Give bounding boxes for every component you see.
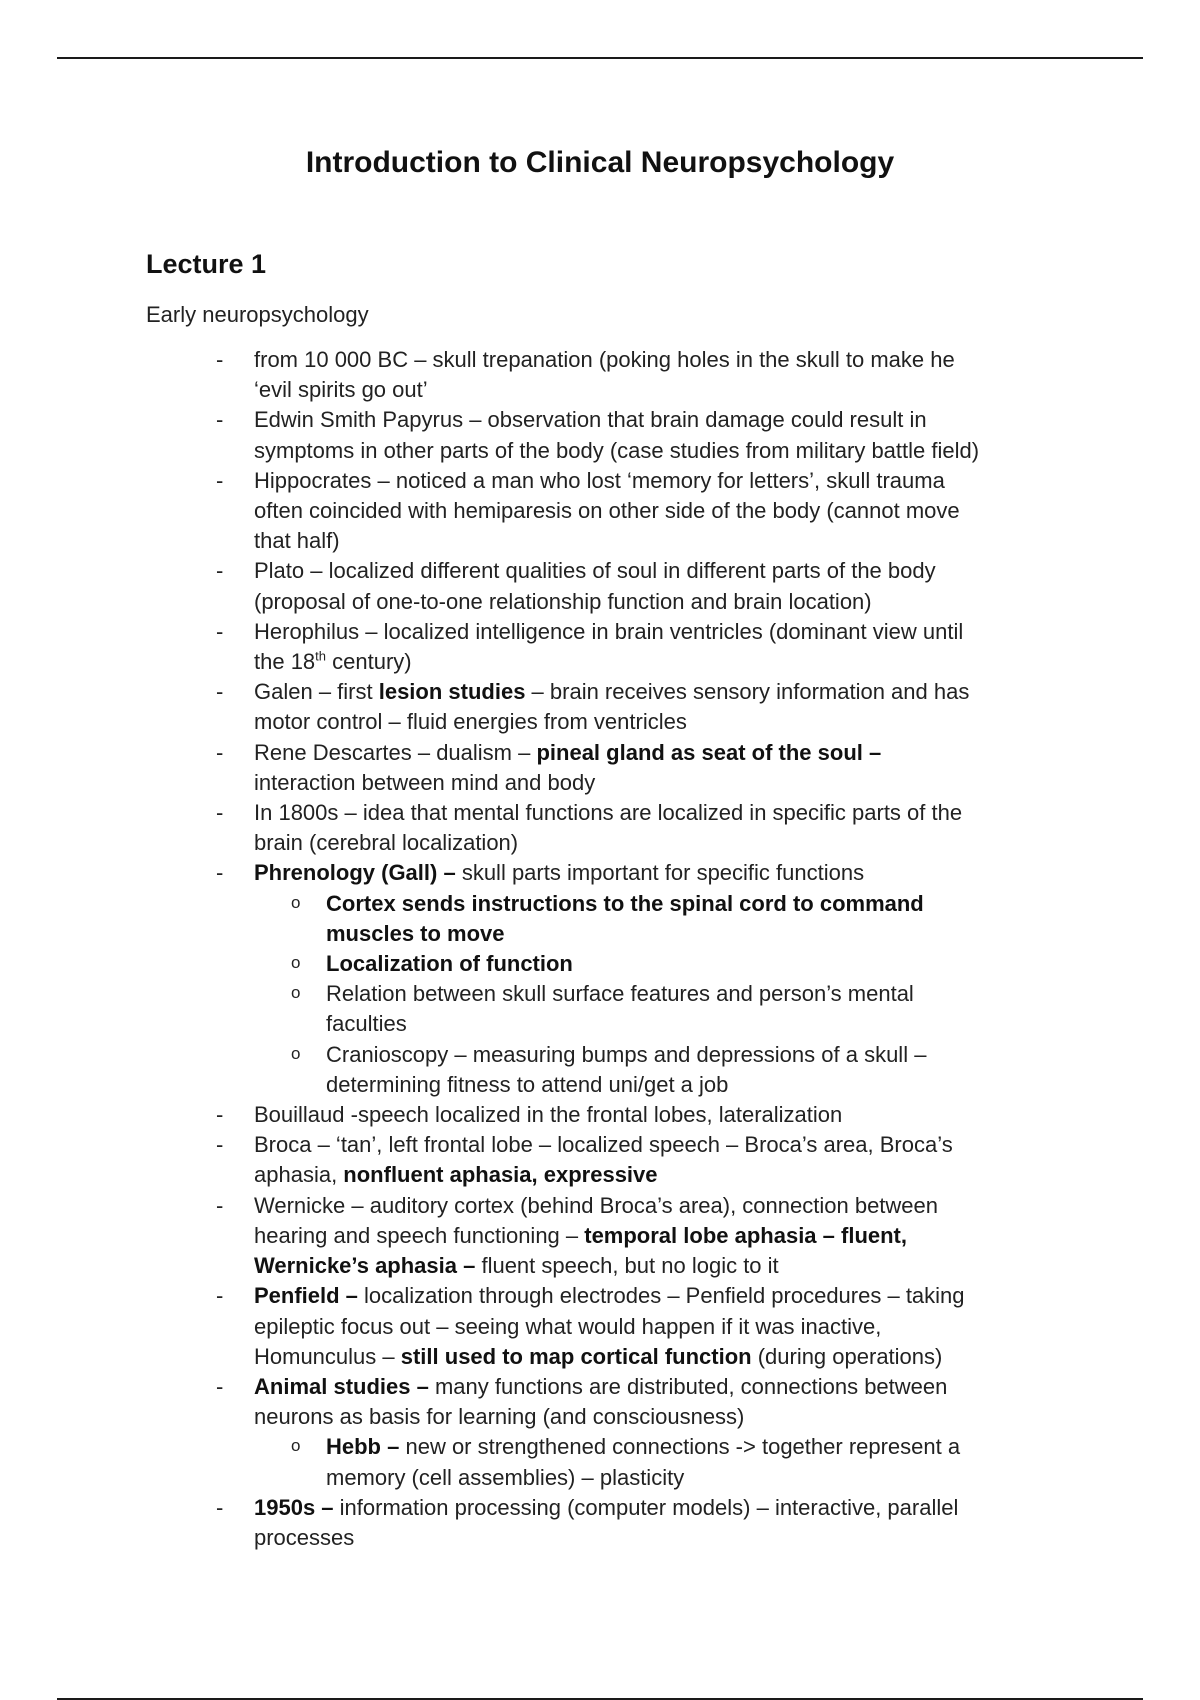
list-item: - Penfield – localization through electrodes – Penfield procedures – taking epileptic focus out – seeing what would happen if it was inactive, Homunculus – still used to map cortical function (during operations) [216,1283,965,1369]
list-item: - Rene Descartes – dualism – pineal gland as seat of the soul – interaction between mind and body [216,739,882,795]
list-item: - Wernicke – auditory cortex (behind Broca’s area), connection between hearing and speech functioning – temporal lobe aphasia – fluent, Wernicke’s aphasia – fluent speech, but no logic to it [216,1192,939,1279]
section-heading: Early neuropsychology [146,302,369,327]
list-item: - Hippocrates – noticed a man who lost ‘memory for letters’, skull trauma often coincided with hemiparesis on other side of the body (cannot move that half) [216,467,960,554]
list-item: - Phrenology (Gall) – skull parts important for specific functions [146,858,1146,888]
bullet-list [146,345,1146,1553]
dash-bullet: - [216,1373,224,1399]
sub-list-item: o Relation between skull surface features and person’s mental faculties [146,979,1146,1039]
dash-bullet: - [216,739,224,765]
dash-bullet: - [216,618,224,644]
circle-bullet: o [291,892,301,912]
dash-bullet: - [216,467,224,493]
dash-bullet: - [216,1192,224,1218]
circle-bullet: o [291,983,301,1003]
dash-bullet: - [216,679,224,705]
dash-bullet: - [216,407,224,433]
sub-list-item: o Hebb – new or strengthened connections -> together represent a memory (cell assemblies) – plasticity [146,1432,1146,1492]
list-item: - 1950s – information processing (computer models) – interactive, parallel processes [216,1494,959,1550]
dash-bullet: - [216,860,224,886]
dash-bullet: - [216,558,224,584]
list-item: - from 10 000 BC – skull trepanation (poking holes in the skull to make he ‘evil spirits go out’ [216,347,955,403]
sub-list-item: o Cortex sends instructions to the spinal cord to command muscles to move [146,889,1146,949]
dash-bullet: - [216,1283,224,1309]
list-item: - Broca – ‘tan’, left frontal lobe – localized speech – Broca’s area, Broca’s aphasia, nonfluent aphasia, expressive [216,1132,953,1188]
circle-bullet: o [291,953,301,973]
sub-list-item: o Cranioscopy – measuring bumps and depressions of a skull – determining fitness to attend uni/get a job [146,1040,1146,1100]
list-item: - Galen – first lesion studies – brain receives sensory information and has motor control – fluid energies from ventricles [216,679,970,735]
header-rule [57,57,1143,59]
list-item: - Herophilus – localized intelligence in brain ventricles (dominant view until the 18th century) [216,618,964,675]
dash-bullet: - [216,347,224,372]
list-item: - Plato – localized different qualities of soul in different parts of the body (proposal of one-to-one relationship function and brain location) [216,558,936,614]
list-item: - Edwin Smith Papyrus – observation that brain damage could result in symptoms in other parts of the body (case studies from military battle field) [216,407,980,463]
dash-bullet: - [216,1494,224,1520]
dash-bullet: - [216,1132,224,1158]
dash-bullet: - [216,800,224,826]
circle-bullet: o [291,1436,301,1456]
list-item: - Bouillaud -speech localized in the frontal lobes, lateralization [146,1100,1146,1130]
lecture-heading: Lecture 1 [146,249,267,279]
list-item: - Animal studies – many functions are distributed, connections between neurons as basis for learning (and consciousness) [216,1373,948,1430]
sub-list-item: o Localization of function [146,949,1146,979]
page-title: Introduction to Clinical Neuropsychology [305,146,895,179]
list-item: - In 1800s – idea that mental functions are localized in specific parts of the brain (cerebral localization) [216,800,963,856]
circle-bullet: o [291,1043,301,1063]
dash-bullet: - [216,1102,224,1128]
